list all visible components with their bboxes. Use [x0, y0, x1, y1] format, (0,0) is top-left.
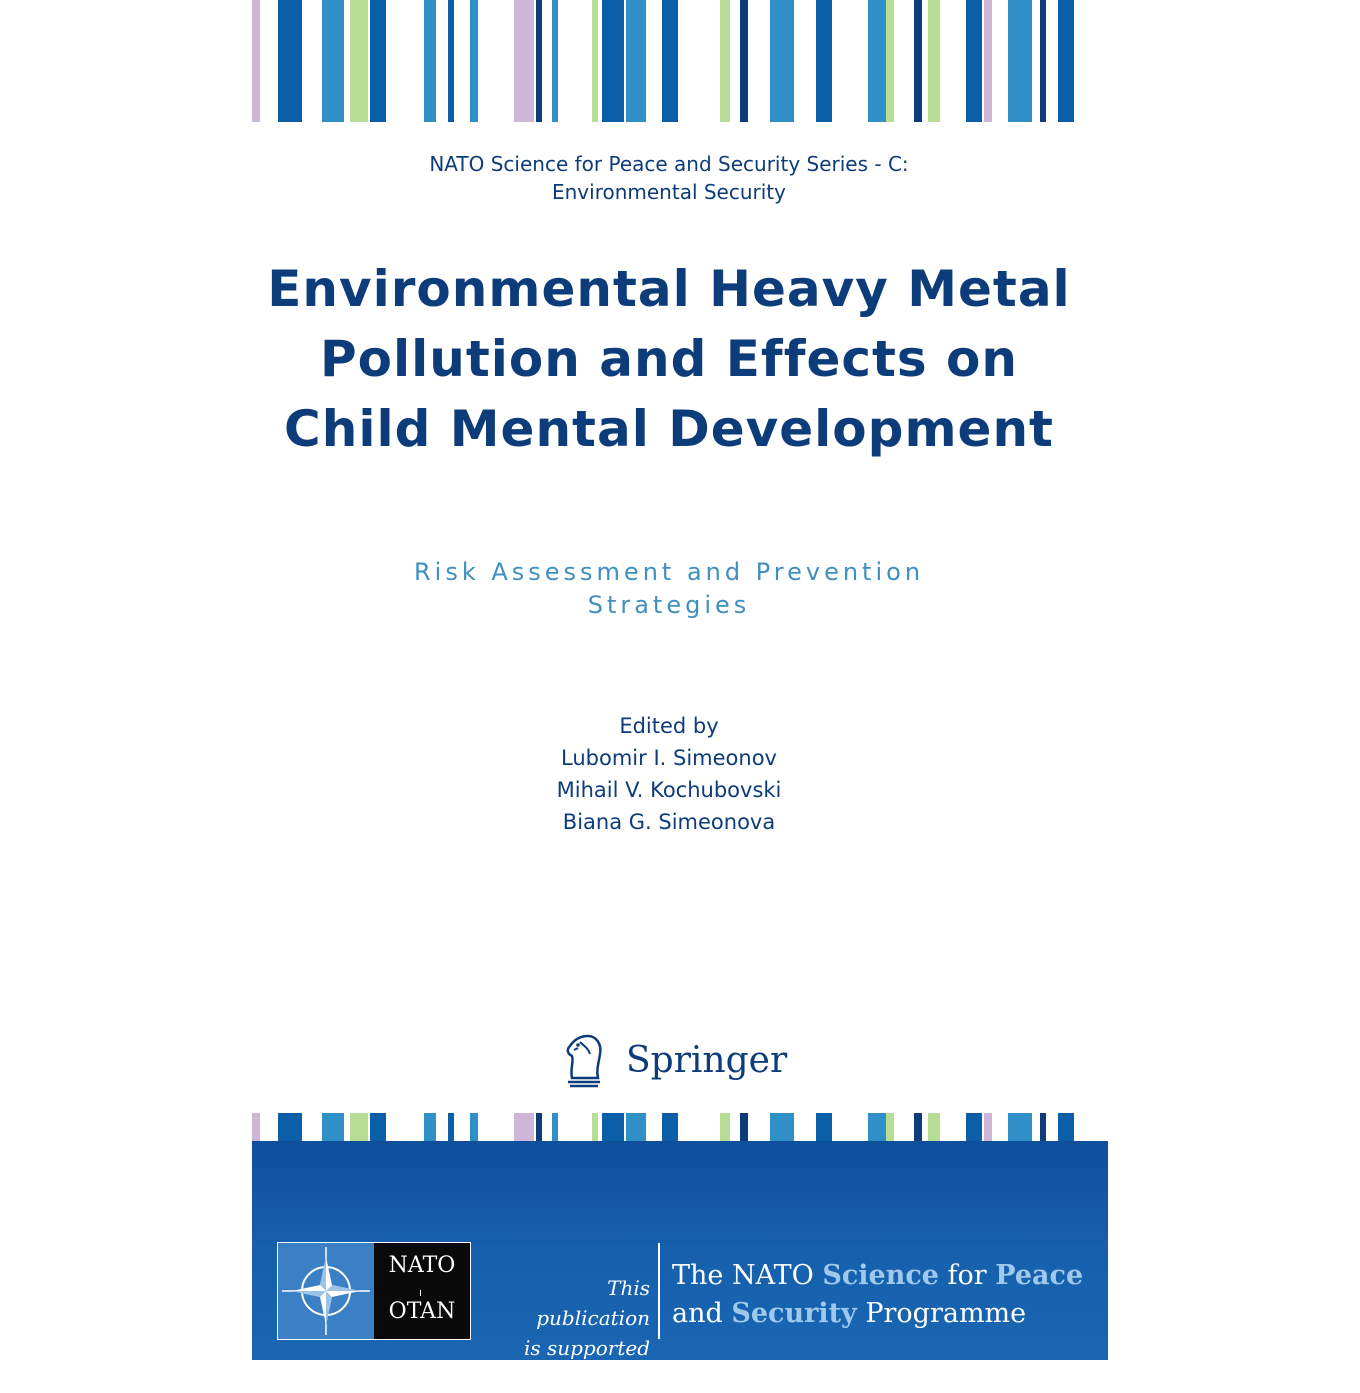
programme-text: and [672, 1298, 732, 1329]
nato-logo [277, 1242, 471, 1340]
editor-name: Lubomir I. Simeonov [561, 746, 777, 770]
book-subtitle [252, 556, 1086, 622]
stripe-bar [592, 1113, 598, 1141]
stripe-bar [928, 0, 940, 122]
stripe-bar [966, 1113, 982, 1141]
top-stripe-pattern [252, 0, 1074, 122]
otan-text: OTAN [388, 1299, 456, 1324]
stripe-bar [886, 1113, 894, 1141]
programme-text: The NATO [672, 1260, 823, 1291]
stripe-bar [514, 0, 534, 122]
logo-separator [420, 1290, 421, 1296]
stripe-bar [626, 1113, 646, 1141]
supported-line-2: is supported by: [523, 1336, 650, 1390]
stripe-bar [1040, 0, 1046, 122]
stripe-bar [928, 1113, 940, 1141]
stripe-bar [278, 1113, 302, 1141]
editor-name: Mihail V. Kochubovski [556, 778, 782, 802]
book-title [252, 254, 1086, 464]
stripe-bar [720, 1113, 730, 1141]
stripe-bar [470, 0, 478, 122]
title-line-3: Child Mental Development [284, 400, 1054, 458]
stripe-bar [662, 1113, 678, 1141]
programme-line-2 [672, 1295, 1083, 1333]
programme-name [672, 1257, 1083, 1333]
stripe-bar [662, 0, 678, 122]
supported-line-1: This publication [536, 1276, 650, 1330]
springer-logo [560, 1030, 787, 1090]
stripe-bar [448, 0, 454, 122]
stripe-bar [966, 0, 982, 122]
stripe-bar [770, 0, 794, 122]
stripe-bar [322, 0, 344, 122]
stripe-bar [424, 1113, 436, 1141]
programme-highlight: Science [822, 1260, 939, 1291]
book-cover [252, 0, 1108, 1390]
stripe-bar [740, 0, 748, 122]
bottom-stripe-pattern [252, 1113, 1074, 1141]
stripe-bar [552, 1113, 558, 1141]
programme-text: for [938, 1260, 996, 1291]
series-line-1: NATO Science for Peace and Security Series - C: [429, 152, 909, 176]
stripe-bar [350, 1113, 368, 1141]
stripe-bar [984, 1113, 992, 1141]
stripe-bar [322, 1113, 344, 1141]
publisher-name: Springer [626, 1039, 788, 1081]
subtitle-line-2: Strategies [587, 591, 751, 619]
stripe-bar [984, 0, 992, 122]
stripe-bar [252, 1113, 260, 1141]
programme-highlight: Peace [995, 1260, 1084, 1291]
nato-otan-text [374, 1243, 470, 1339]
stripe-bar [1040, 1113, 1046, 1141]
stripe-bar [868, 1113, 886, 1141]
nato-text: NATO [388, 1253, 456, 1278]
stripe-bar [448, 1113, 454, 1141]
stripe-bar [370, 0, 386, 122]
programme-text: Programme [856, 1298, 1027, 1329]
stripe-bar [602, 0, 624, 122]
editor-name: Biana G. Simeonova [562, 810, 776, 834]
stripe-bar [278, 0, 302, 122]
stripe-bar [626, 0, 646, 122]
supported-by-text [490, 1273, 650, 1393]
stripe-bar [868, 0, 886, 122]
stripe-bar [602, 1113, 624, 1141]
stripe-bar [1008, 1113, 1032, 1141]
stripe-bar [470, 1113, 478, 1141]
stripe-bar [592, 0, 598, 122]
stripe-bar [536, 0, 542, 122]
stripe-bar [770, 1113, 794, 1141]
stripe-bar [914, 0, 922, 122]
stripe-bar [816, 1113, 832, 1141]
stripe-bar [370, 1113, 386, 1141]
nato-band [252, 1141, 1108, 1390]
series-line-2: Environmental Security [551, 180, 786, 204]
stripe-bar [886, 0, 894, 122]
title-line-2: Pollution and Effects on [319, 330, 1019, 388]
stripe-bar [816, 0, 832, 122]
stripe-bar [536, 1113, 542, 1141]
stripe-bar [424, 0, 436, 122]
stripe-bar [1008, 0, 1032, 122]
stripe-bar [552, 0, 558, 122]
stripe-bar [720, 0, 730, 122]
series-title [252, 150, 1086, 206]
stripe-bar [252, 0, 260, 122]
stripe-bar [1058, 1113, 1074, 1141]
stripe-bar [740, 1113, 748, 1141]
nato-compass-star-icon [278, 1243, 374, 1339]
springer-horse-icon [560, 1032, 608, 1088]
editors-block [252, 710, 1086, 838]
stripe-bar [514, 1113, 534, 1141]
stripe-bar [914, 1113, 922, 1141]
title-line-1: Environmental Heavy Metal [267, 260, 1071, 318]
programme-highlight: Security [731, 1298, 857, 1329]
stripe-bar [350, 0, 368, 122]
band-divider [658, 1243, 660, 1339]
stripe-bar [1058, 0, 1074, 122]
subtitle-line-1: Risk Assessment and Prevention [413, 558, 925, 586]
edited-by-label: Edited by [619, 714, 719, 738]
programme-line-1 [672, 1257, 1083, 1295]
